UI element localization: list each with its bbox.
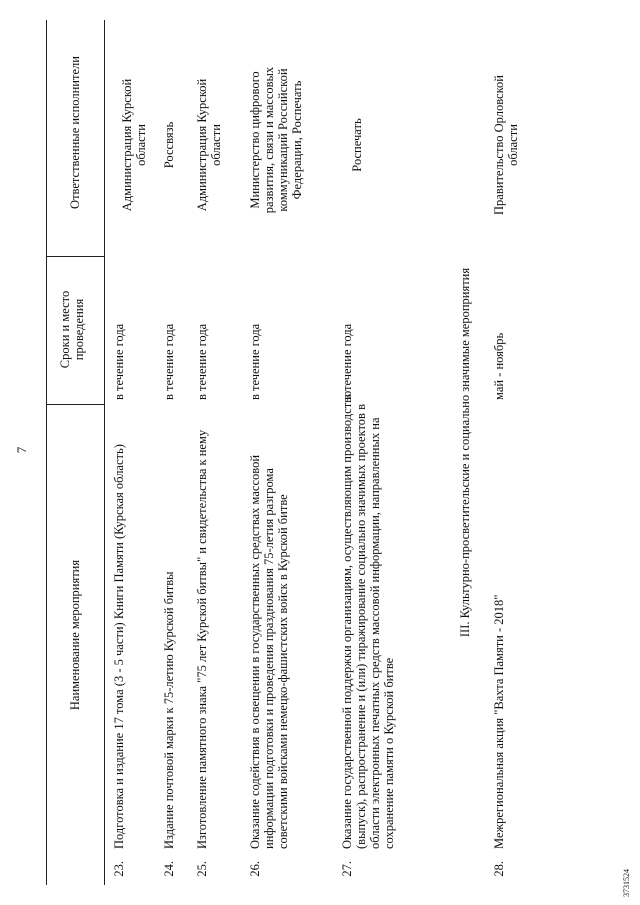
row-term: в течение года [340, 323, 354, 400]
column-divider-2 [46, 256, 104, 257]
column-divider-1 [46, 404, 104, 405]
row-name: Оказание содействия в освещении в государственных средствах массовой информации подготовки и проведения празднования 75-летия разгрома советскими войсками немецко-фашистских войск в Курской битве [248, 454, 290, 849]
row-name: Подготовка и издание 17 тома (3 - 5 части) Книги Памяти (Курская область) [112, 444, 126, 849]
row-name: Издание почтовой марки к 75-летию Курской битвы [162, 571, 176, 849]
row-number: 23. [112, 861, 126, 877]
section-title: III. Культурно-просветительские и социально значимые мероприятия [458, 267, 472, 638]
row-executors: Администрация Курской области [120, 78, 148, 212]
row-number: 26. [248, 861, 262, 877]
row-executors: Правительство Орловской области [492, 75, 520, 215]
row-executors: Роспечать [350, 118, 364, 172]
row-executors: Министерство цифрового развития, связи и массовых коммуникаций Российской Федерации, Роспечать [248, 66, 304, 214]
row-name: Изготовление памятного знака "75 лет Курской битвы" и свидетельства к нему [195, 429, 209, 849]
page-number: 7 [14, 446, 29, 454]
row-name: Межрегиональная акция "Вахта Памяти - 2018" [492, 594, 506, 849]
header-name: Наименование мероприятия [68, 559, 82, 711]
row-executors: Администрация Курской области [195, 78, 223, 212]
header-top-rule [46, 20, 47, 885]
row-name: Оказание государственной поддержки организациям, осуществляющим производство (выпуск), распространение и (или) тиражирование социально значимых проектов в области электронных печатных средств массовой информации, направленных на сохранение памяти о Курской битве [340, 390, 396, 849]
row-number: 28. [492, 861, 506, 877]
row-number: 27. [340, 861, 354, 877]
row-number: 24. [162, 861, 176, 877]
row-executors: Россвязь [162, 121, 176, 169]
row-number: 25. [195, 861, 209, 877]
document-code: 3731524 [622, 869, 631, 897]
row-term: в течение года [162, 323, 176, 400]
row-term: в течение года [195, 323, 209, 400]
header-executors: Ответственные исполнители [68, 56, 82, 209]
row-term: май - ноябрь [492, 332, 506, 400]
row-term: в течение года [248, 323, 262, 400]
row-term: в течение года [112, 323, 126, 400]
header-term: Сроки и место проведения [58, 290, 86, 369]
header-bottom-rule [104, 20, 105, 885]
